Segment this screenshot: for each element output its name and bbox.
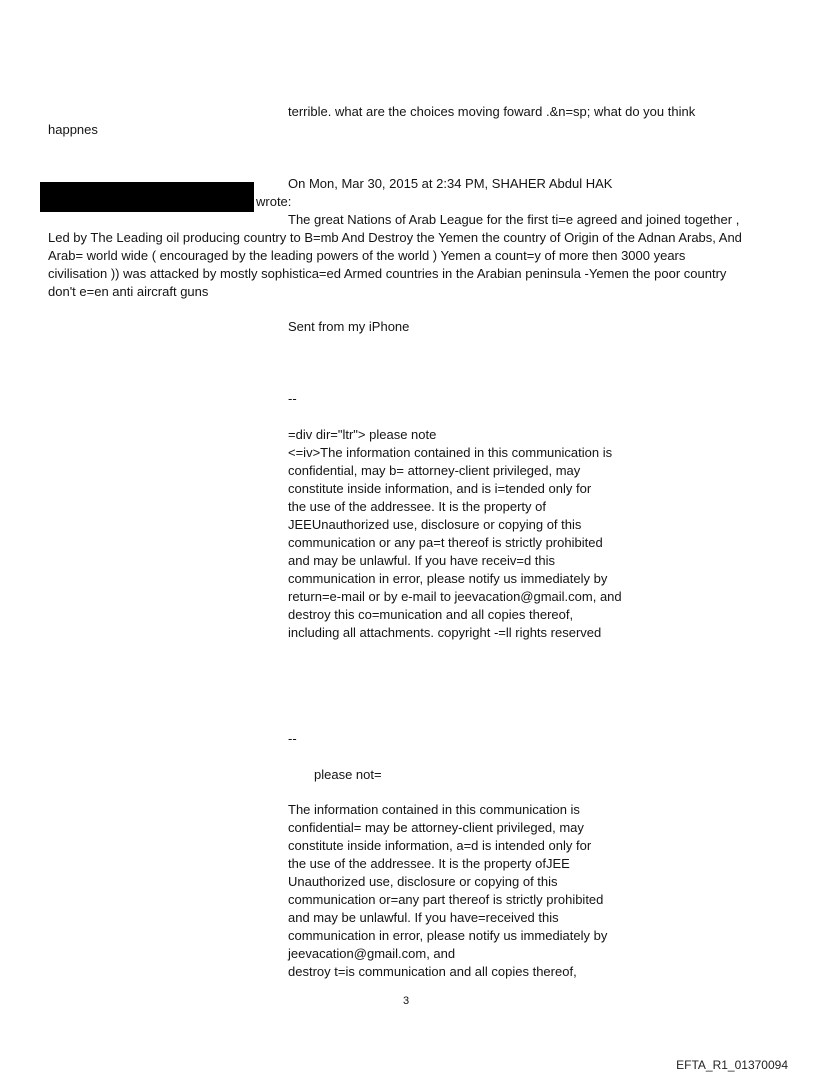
disclaimer-line: communication in error, please notify us immediately by: [288, 571, 608, 586]
disclaimer-line: communication in error, please notify us immediately by: [288, 928, 608, 943]
disclaimer-2-block: [288, 801, 607, 981]
disclaimer-line: confidential, may b= attorney-client privileged, may: [288, 463, 581, 478]
signature: Sent from my iPhone: [288, 319, 410, 334]
disclaimer-heading: =div dir="ltr"> please note: [288, 427, 437, 442]
disclaimer-line: and may be unlawful. If you have receiv=d this: [288, 553, 556, 568]
disclaimer-line: destroy this co=munication and all copies thereof,: [288, 607, 574, 622]
disclaimer-heading: please not=: [314, 767, 382, 782]
separator: --: [288, 731, 297, 746]
quoted-body-line: The great Nations of Arab League for the first ti=e agreed and joined together ,: [288, 212, 740, 227]
disclaimer-line: The information contained in this communication is: [288, 802, 580, 817]
disclaimer-line: Unauthorized use, disclosure or copying of this: [288, 874, 558, 889]
disclaimer-line: the use of the addressee. It is the property ofJEE: [288, 856, 570, 871]
disclaimer-line: JEEUnauthorized use, disclosure or copying of this: [288, 517, 582, 532]
reply-text-line-1: terrible. what are the choices moving foward .&n=sp; what do you think: [288, 104, 696, 119]
redaction-box: [40, 182, 254, 212]
disclaimer-line: <=iv>The information contained in this communication is: [288, 445, 613, 460]
page-number: 3: [403, 995, 410, 1007]
quoted-body-line: civilisation )) was attacked by mostly sophistica=ed Armed countries in the Arabian peninsula -Yemen the poor country: [48, 266, 727, 281]
disclaimer-line: communication or any pa=t thereof is strictly prohibited: [288, 535, 603, 550]
disclaimer-line: confidential= may be attorney-client privileged, may: [288, 820, 584, 835]
disclaimer-1-block: [288, 444, 622, 642]
disclaimer-line: communication or=any part thereof is strictly prohibited: [288, 892, 604, 907]
disclaimer-line: and may be unlawful. If you have=received this: [288, 910, 559, 925]
document-id: EFTA_R1_01370094: [676, 1058, 788, 1072]
disclaimer-line: the use of the addressee. It is the property of: [288, 499, 546, 514]
disclaimer-line: constitute inside information, a=d is intended only for: [288, 838, 592, 853]
quoted-body-line: don't e=en anti aircraft guns: [48, 284, 209, 299]
reply-text-line-2: happnes: [48, 122, 98, 137]
quoted-body-line: Led by The Leading oil producing country to B=mb And Destroy the Yemen the country of Origin of the Adnan Arabs, And: [48, 230, 742, 245]
quote-header: On Mon, Mar 30, 2015 at 2:34 PM, SHAHER Abdul HAK: [288, 176, 613, 191]
quoted-body-line: Arab= world wide ( encouraged by the leading powers of the world ) Yemen a count=y of more then 3000 years: [48, 248, 686, 263]
disclaimer-line: including all attachments. copyright -=ll rights reserved: [288, 625, 602, 640]
disclaimer-line: destroy t=is communication and all copies thereof,: [288, 964, 577, 979]
quote-wrote: wrote:: [256, 194, 292, 209]
disclaimer-line: jeevacation@gmail.com, and: [288, 946, 456, 961]
separator: --: [288, 391, 297, 406]
disclaimer-line: return=e-mail or by e-mail to jeevacation@gmail.com, and: [288, 589, 622, 604]
disclaimer-line: constitute inside information, and is i=tended only for: [288, 481, 592, 496]
